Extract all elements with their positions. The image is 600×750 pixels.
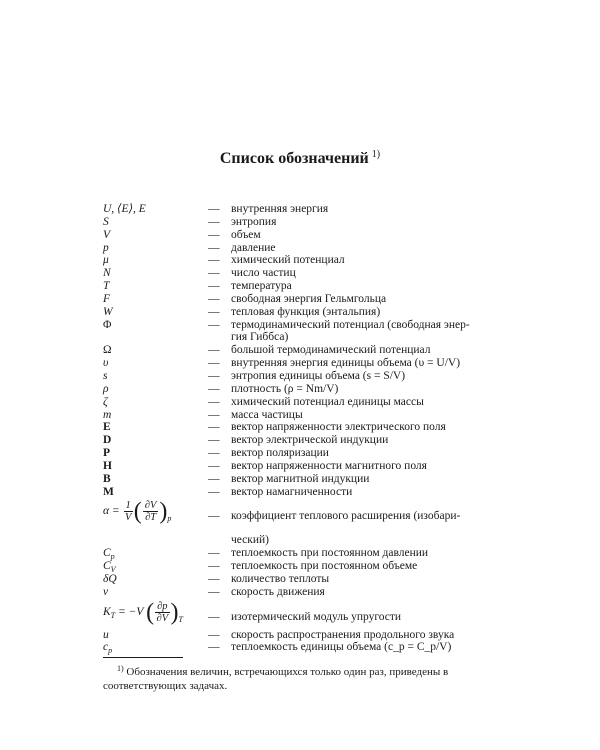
description: внутренняя энергия bbox=[231, 203, 329, 215]
symbol: H bbox=[103, 459, 112, 472]
alpha-lhs: α = bbox=[103, 505, 120, 518]
dash: — bbox=[208, 510, 220, 523]
symbol: s bbox=[103, 369, 108, 382]
symbol: ζ bbox=[103, 395, 108, 408]
list-item bbox=[103, 396, 503, 409]
description: количество теплоты bbox=[231, 572, 330, 585]
notation-list bbox=[103, 203, 503, 654]
symbol: $c_p$ bbox=[103, 641, 113, 656]
list-item bbox=[103, 216, 503, 229]
dash: — bbox=[208, 280, 220, 293]
symbol: B bbox=[103, 472, 111, 485]
list-item bbox=[103, 357, 503, 370]
list-item bbox=[103, 573, 503, 586]
symbol: T bbox=[103, 280, 110, 293]
description: число частиц bbox=[231, 267, 296, 280]
dash: — bbox=[208, 267, 220, 280]
description: изотермический модуль упругости bbox=[231, 610, 402, 623]
description: большой термодинамический потенциал bbox=[231, 344, 431, 357]
symbol: S bbox=[103, 215, 109, 228]
footnote-divider bbox=[103, 657, 183, 658]
page-title-text: Список обозначений bbox=[219, 150, 369, 167]
dash: — bbox=[208, 447, 220, 460]
description: вектор напряженности электрического поля bbox=[231, 421, 446, 434]
symbol: p bbox=[103, 241, 109, 254]
fraction: $\frac{1}{V}$ bbox=[124, 500, 132, 524]
description-line-1: термодинамический потенциал (свободная энер- bbox=[231, 318, 470, 331]
list-item bbox=[103, 460, 503, 473]
list-item bbox=[103, 293, 503, 306]
symbol: W bbox=[103, 305, 113, 318]
dash: — bbox=[208, 215, 220, 228]
description: скорость движения bbox=[231, 585, 325, 598]
list-item bbox=[103, 421, 503, 434]
fraction: $\frac{\partial p}{\partial V}$ bbox=[156, 600, 169, 624]
description: внутренняя энергия единицы объема (υ = U/V) bbox=[231, 357, 461, 370]
symbol: Φ bbox=[103, 318, 112, 331]
kt-formula: $K_T = -V$ ( $\frac{\partial p}{\partial V}$ )$_T$ bbox=[103, 599, 183, 626]
description: вектор магнитной индукции bbox=[231, 472, 370, 485]
dash: — bbox=[208, 459, 220, 472]
description: вектор поляризации bbox=[231, 447, 329, 460]
symbol: δQ bbox=[103, 572, 117, 585]
list-item bbox=[103, 319, 503, 345]
list-item bbox=[103, 547, 503, 560]
description: коэффициент теплового расширения (изобари- bbox=[231, 510, 461, 523]
description: химический потенциал bbox=[231, 254, 345, 267]
dash: — bbox=[208, 485, 220, 498]
description: плотность (ρ = Nm/V) bbox=[231, 382, 339, 395]
dash: — bbox=[208, 241, 220, 254]
list-item bbox=[103, 229, 503, 242]
list-item bbox=[103, 306, 503, 319]
symbol: N bbox=[103, 267, 111, 280]
description bbox=[231, 319, 503, 345]
symbol: P bbox=[103, 447, 111, 460]
description: энтропия bbox=[231, 215, 277, 228]
description: химический потенциал единицы массы bbox=[231, 395, 424, 408]
dash: — bbox=[208, 228, 220, 241]
description: температура bbox=[231, 280, 292, 293]
symbol: $C_p$ bbox=[103, 547, 115, 562]
dash: — bbox=[208, 254, 220, 267]
description: вектор напряженности магнитного поля bbox=[231, 459, 427, 472]
title-footnote-marker: 1) bbox=[371, 149, 381, 160]
description: давление bbox=[231, 241, 276, 254]
symbol: υ bbox=[103, 357, 109, 370]
description: масса частицы bbox=[231, 408, 303, 421]
dash: — bbox=[208, 628, 220, 641]
dash: — bbox=[208, 292, 220, 305]
fraction: $\frac{\partial V}{\partial T}$ bbox=[144, 500, 157, 524]
symbol: D bbox=[103, 434, 112, 447]
symbol: U, ⟨E⟩, E bbox=[103, 203, 146, 215]
dash: — bbox=[208, 395, 220, 408]
description: скорость распространения продольного звука bbox=[231, 628, 455, 641]
list-item bbox=[103, 473, 503, 486]
description-line-2: гия Гиббса) bbox=[231, 331, 289, 344]
dash: — bbox=[208, 434, 220, 447]
list-item-alpha bbox=[103, 498, 503, 534]
symbol: $C_V$ bbox=[103, 560, 116, 575]
dash: — bbox=[208, 357, 220, 370]
description: объем bbox=[231, 228, 261, 241]
footnote bbox=[103, 662, 503, 693]
dash: — bbox=[208, 203, 220, 215]
dash: — bbox=[208, 382, 220, 395]
description: вектор электрической индукции bbox=[231, 434, 389, 447]
dash: — bbox=[208, 610, 220, 623]
symbol: μ bbox=[103, 254, 109, 267]
list-item bbox=[103, 242, 503, 255]
symbol: V bbox=[103, 228, 111, 241]
dash: — bbox=[208, 344, 220, 357]
alpha-formula: α = $\frac{1}{V}$ ( $\frac{\partial V}{\partial T}$ )$_p$ bbox=[103, 498, 172, 525]
list-item bbox=[103, 280, 503, 293]
description-line-2: ческий) bbox=[231, 534, 270, 547]
footnote-marker: 1) bbox=[117, 664, 124, 673]
list-item bbox=[103, 370, 503, 383]
symbol: m bbox=[103, 408, 112, 421]
list-item bbox=[103, 254, 503, 267]
list-item bbox=[103, 641, 503, 654]
list-item bbox=[103, 434, 503, 447]
dash: — bbox=[208, 472, 220, 485]
list-item bbox=[103, 344, 503, 357]
dash: — bbox=[208, 369, 220, 382]
symbol: M bbox=[103, 485, 114, 498]
list-item bbox=[103, 409, 503, 422]
dash: — bbox=[208, 547, 220, 560]
list-item bbox=[103, 383, 503, 396]
list-item bbox=[103, 267, 503, 280]
dash: — bbox=[208, 408, 220, 421]
symbol: Ω bbox=[103, 344, 112, 357]
list-item bbox=[103, 629, 503, 642]
dash: — bbox=[208, 572, 220, 585]
list-item-kt bbox=[103, 599, 503, 629]
description-continuation bbox=[103, 534, 503, 547]
list-item bbox=[103, 447, 503, 460]
symbol: u bbox=[103, 628, 109, 641]
page-title bbox=[0, 150, 600, 168]
dash: — bbox=[208, 585, 220, 598]
dash: — bbox=[208, 318, 220, 331]
description: вектор намагниченности bbox=[231, 485, 353, 498]
dash: — bbox=[208, 421, 220, 434]
description: теплоемкость при постоянном давлении bbox=[231, 547, 429, 560]
symbol: v bbox=[103, 585, 109, 598]
symbol: F bbox=[103, 292, 111, 305]
description: тепловая функция (энтальпия) bbox=[231, 305, 381, 318]
symbol: E bbox=[103, 421, 111, 434]
dash: — bbox=[208, 560, 220, 573]
list-item bbox=[103, 486, 503, 499]
description: свободная энергия Гельмгольца bbox=[231, 292, 387, 305]
list-item bbox=[103, 203, 503, 216]
dash: — bbox=[208, 641, 220, 654]
description: энтропия единицы объема (s = S/V) bbox=[231, 369, 406, 382]
list-item bbox=[103, 586, 503, 599]
dash: — bbox=[208, 305, 220, 318]
symbol: ρ bbox=[103, 382, 109, 395]
list-item bbox=[103, 560, 503, 573]
description: теплоемкость единицы объема (c_p = C_p/V) bbox=[231, 641, 452, 654]
footnote-text: Обозначения величин, встречающихся только один раз, приведены в соответствующих задачах. bbox=[103, 666, 449, 692]
description: теплоемкость при постоянном объеме bbox=[231, 560, 418, 573]
